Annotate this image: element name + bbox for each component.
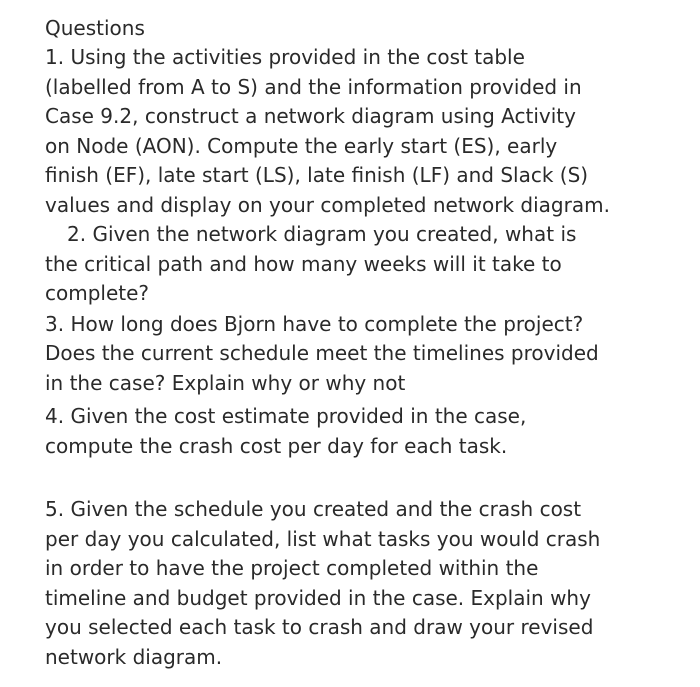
question-5-line-5: you selected each task to crash and draw your revised: [45, 615, 594, 639]
question-5-line-2: per day you calculated, list what tasks you would crash: [45, 526, 601, 551]
question-4-line-1: 4. Given the cost estimate provided in the case,: [45, 404, 527, 428]
question-5-line-1: 5. Given the schedule you created and the crash cost: [45, 497, 582, 521]
question-2-line-3: complete?: [45, 281, 150, 305]
question-5: [45, 495, 685, 672]
question-4: [45, 402, 685, 461]
question-2: [45, 220, 685, 309]
question-3-line-3: in the case? Explain why or why not: [45, 370, 406, 395]
question-1-line-2: (labelled from A to S) and the information provided in: [45, 74, 582, 99]
question-1-line-6: values and display on your completed network diagram.: [45, 192, 610, 217]
question-2-line-1: 2. Given the network diagram you created, what is: [67, 222, 577, 246]
question-1-line-5: finish (EF), late start (LS), late finish (LF) and Slack (S): [45, 163, 589, 187]
question-5-line-3: in order to have the project completed within the: [45, 556, 539, 580]
page-title: Questions: [45, 16, 145, 40]
questions-document: [45, 14, 685, 672]
question-1-line-3: Case 9.2, construct a network diagram using Activity: [45, 104, 576, 128]
question-1-line-4: on Node (AON). Compute the early start (ES), early: [45, 133, 558, 158]
question-3-line-2: Does the current schedule meet the timelines provided: [45, 341, 599, 365]
question-1-line-1: 1. Using the activities provided in the cost table: [45, 45, 525, 69]
question-2-line-2: the critical path and how many weeks will it take to: [45, 251, 562, 276]
question-1: [45, 43, 685, 220]
question-5-line-4: timeline and budget provided in the case. Explain why: [45, 585, 591, 610]
question-5-line-6: network diagram.: [45, 644, 223, 669]
question-4-line-2: compute the crash cost per day for each task.: [45, 433, 508, 458]
question-3-line-1: 3. How long does Bjorn have to complete the project?: [45, 311, 584, 336]
question-3: [45, 310, 685, 399]
